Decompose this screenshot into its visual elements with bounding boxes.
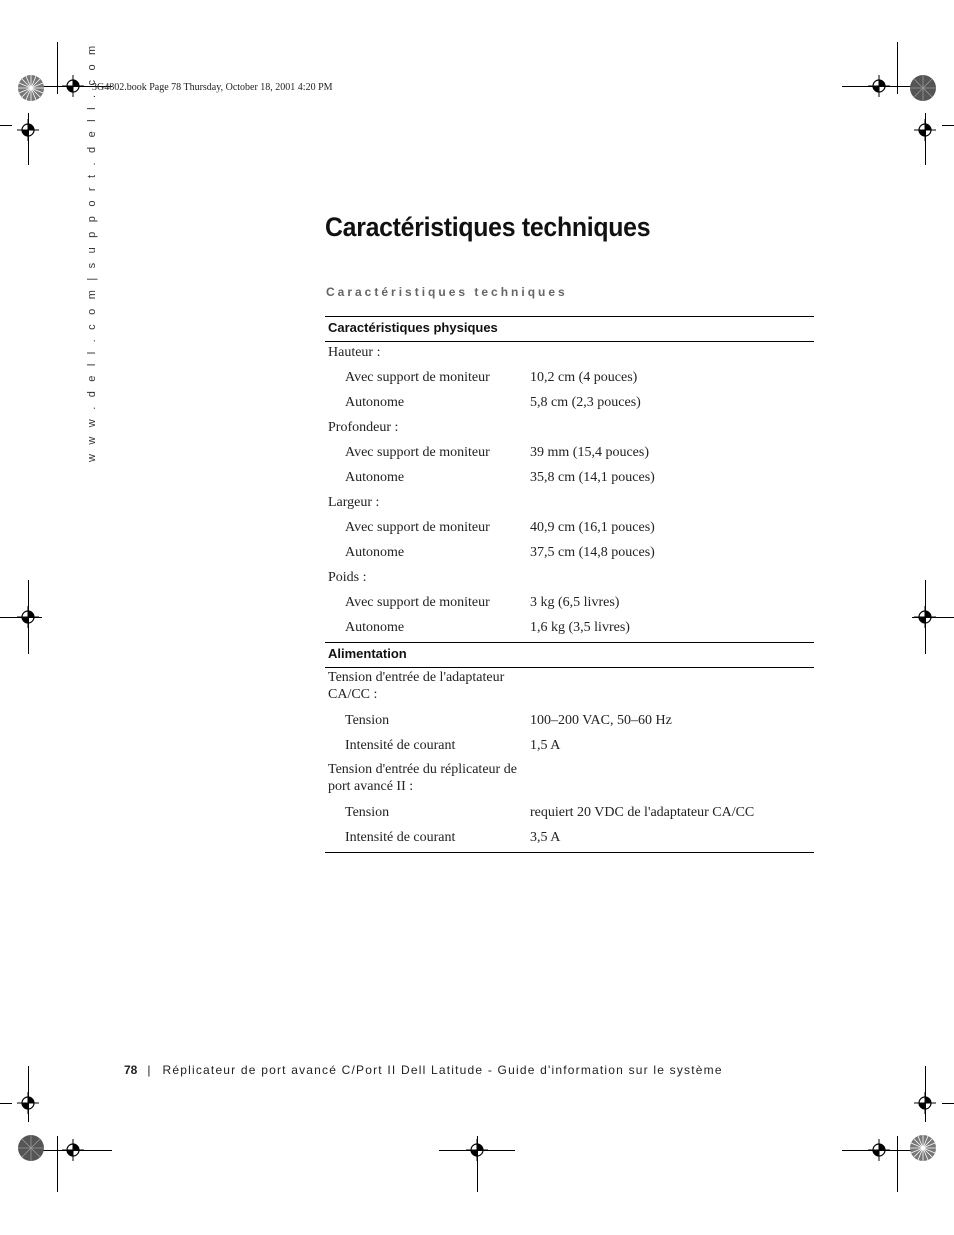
table-row (325, 517, 814, 542)
section-header-power: Alimentation (325, 643, 814, 668)
row-value: 3 kg (6,5 livres) (530, 595, 620, 610)
table-row (325, 592, 814, 617)
registration-mark-icon (62, 1139, 84, 1161)
table-row (325, 567, 814, 592)
registration-mark-icon (62, 75, 84, 97)
table-row (325, 542, 814, 567)
row-label: Largeur : (328, 495, 380, 510)
row-value: 39 mm (15,4 pouces) (530, 445, 649, 460)
row-label: Avec support de moniteur (345, 445, 490, 460)
row-value: 100–200 VAC, 50–60 Hz (530, 713, 672, 728)
table-row (325, 467, 814, 492)
table-row (325, 367, 814, 392)
table-row (325, 417, 814, 442)
table-row (325, 760, 814, 802)
row-value: 1,5 A (530, 738, 561, 753)
table-row (325, 492, 814, 517)
color-star-target-icon (17, 74, 45, 102)
row-label: Intensité de courant (345, 830, 456, 845)
row-value: requiert 20 VDC de l'adaptateur CA/CC (530, 805, 755, 820)
table-row (325, 442, 814, 467)
row-label: Avec support de moniteur (345, 520, 490, 535)
registration-mark-icon (914, 1092, 936, 1114)
row-label: Autonome (345, 395, 405, 410)
registration-mark-icon (914, 606, 936, 628)
row-value (530, 493, 814, 517)
registration-mark-icon (17, 119, 39, 141)
side-url: w w w . d e l l . c o m | s u p p o r t . d e l l . c o m (86, 42, 98, 462)
table-row (325, 342, 814, 367)
spec-table (325, 316, 814, 853)
row-value: 40,9 cm (16,1 pouces) (530, 520, 655, 535)
row-label: Autonome (345, 470, 405, 485)
row-label: Intensité de courant (345, 738, 456, 753)
table-row (325, 827, 814, 852)
footer-text: Réplicateur de port avancé C/Port II Dell Latitude - Guide d'information sur le système (162, 1063, 723, 1077)
table-caption: Caractéristiques techniques (326, 285, 568, 299)
row-value: 3,5 A (530, 830, 561, 845)
row-value: 35,8 cm (14,1 pouces) (530, 470, 655, 485)
row-label: Profondeur : (328, 420, 399, 435)
row-label: Hauteur : (328, 345, 381, 360)
table-row (325, 710, 814, 735)
row-label: Poids : (328, 570, 367, 585)
row-value (530, 343, 814, 367)
row-value (530, 669, 814, 710)
footer-separator: | (147, 1063, 151, 1077)
page-title: Caractéristiques techniques (325, 212, 651, 242)
table-row (325, 617, 814, 642)
row-value (530, 761, 814, 802)
row-label: Tension (345, 713, 390, 728)
row-label: Autonome (345, 620, 405, 635)
color-star-target-icon (909, 74, 937, 102)
table-row (325, 735, 814, 760)
page-footer (124, 1063, 723, 1077)
row-value: 10,2 cm (4 pouces) (530, 370, 638, 385)
row-label: Tension d'entrée du réplicateur de port avancé II : (328, 762, 517, 794)
registration-mark-icon (868, 75, 890, 97)
row-value: 37,5 cm (14,8 pouces) (530, 545, 655, 560)
registration-mark-icon (17, 606, 39, 628)
page-number: 78 (124, 1063, 138, 1077)
table-row (325, 392, 814, 417)
row-label: Avec support de moniteur (345, 370, 490, 385)
row-value (530, 418, 814, 442)
row-value (530, 568, 814, 592)
section-header-physical: Caractéristiques physiques (325, 317, 814, 342)
row-label: Avec support de moniteur (345, 595, 490, 610)
row-label: Tension d'entrée de l'adaptateur CA/CC : (328, 670, 505, 702)
registration-mark-icon (914, 119, 936, 141)
registration-mark-icon (17, 1092, 39, 1114)
color-star-target-icon (909, 1134, 937, 1162)
table-row (325, 802, 814, 827)
row-value: 5,8 cm (2,3 pouces) (530, 395, 641, 410)
table-row (325, 668, 814, 710)
row-label: Autonome (345, 545, 405, 560)
color-star-target-icon (17, 1134, 45, 1162)
registration-mark-icon (868, 1139, 890, 1161)
row-label: Tension (345, 805, 390, 820)
book-info-header: 3G4802.book Page 78 Thursday, October 18, 2001 4:20 PM (92, 82, 333, 93)
registration-mark-icon (466, 1139, 488, 1161)
row-value: 1,6 kg (3,5 livres) (530, 620, 630, 635)
